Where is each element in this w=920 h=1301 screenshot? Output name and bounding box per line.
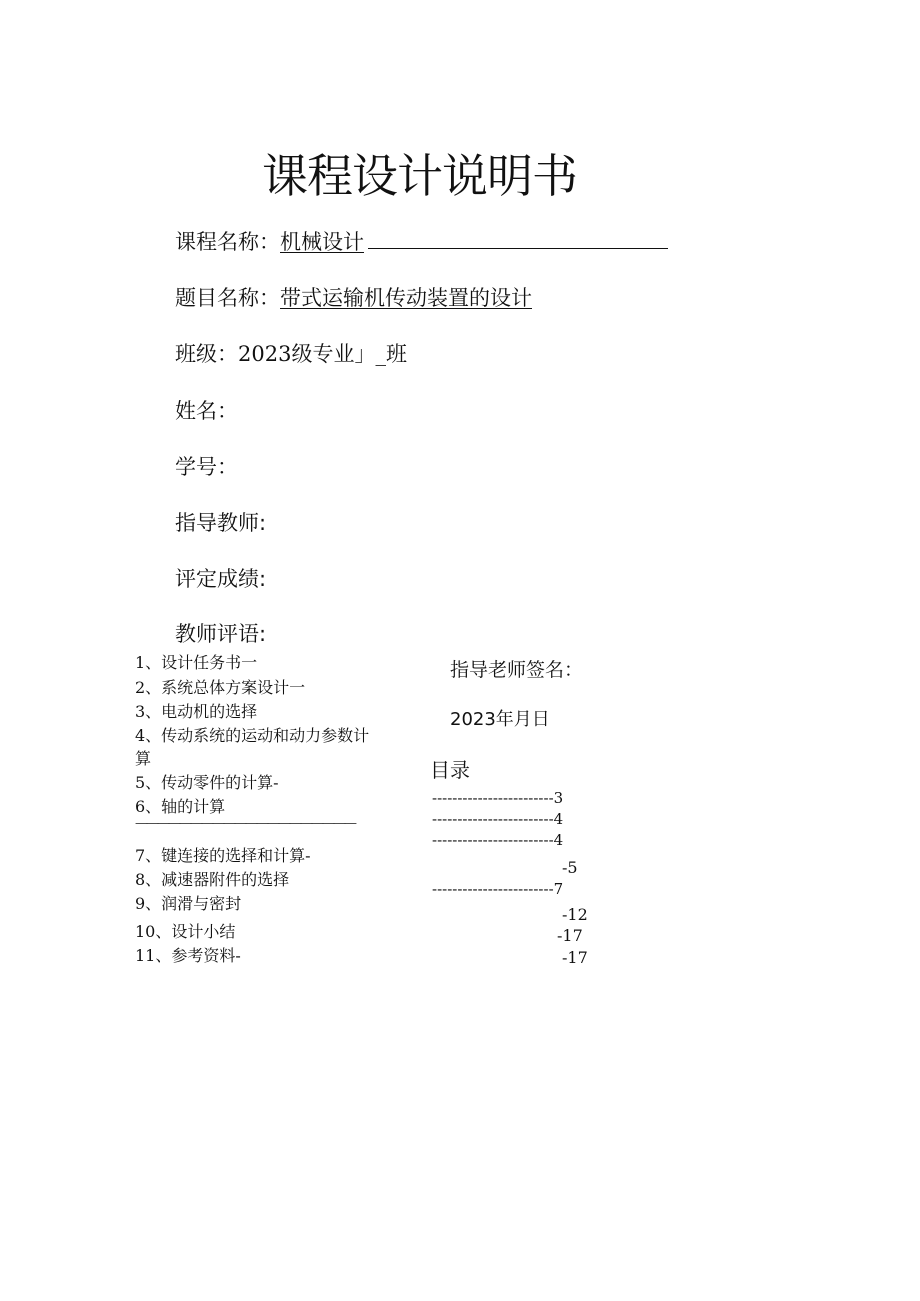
toc-page-number: -17 bbox=[557, 926, 583, 945]
toc-page-number: -12 bbox=[562, 905, 588, 924]
topic-name-row bbox=[175, 282, 532, 312]
toc-item: 5、传动零件的计算- bbox=[135, 773, 279, 792]
toc-item: 3、电动机的选择 bbox=[135, 702, 258, 721]
class-row bbox=[175, 338, 407, 368]
toc-item: 10、设计小结 bbox=[135, 922, 236, 941]
toc-item: 2、系统总体方案设计一 bbox=[135, 678, 306, 697]
toc-item: 9、润滑与密封 bbox=[135, 894, 242, 913]
student-id-label: 学号： bbox=[175, 455, 238, 479]
toc-item: 1、设计任务书一 bbox=[135, 653, 258, 672]
toc-heading: 目录 bbox=[430, 758, 470, 782]
toc-page-number: -5 bbox=[562, 858, 578, 877]
toc-leader: ------------------------4 bbox=[432, 810, 564, 828]
course-name-value: 机械设计 bbox=[280, 230, 364, 254]
toc-page-number: -17 bbox=[562, 948, 588, 967]
toc-leader: ------------------------4 bbox=[432, 831, 564, 849]
course-name-underline bbox=[368, 230, 668, 249]
toc-leader: ------------------------3 bbox=[432, 789, 564, 807]
course-name-row bbox=[175, 226, 668, 256]
student-name-label: 姓名： bbox=[175, 399, 238, 423]
toc-item: 4、传动系统的运动和动力参数计 bbox=[135, 726, 370, 745]
course-name-label: 课程名称： bbox=[175, 230, 280, 254]
signature-date: 2023年月日 bbox=[450, 709, 550, 730]
toc-item: 11、参考资料- bbox=[135, 946, 241, 965]
teacher-comment-label: 教师评语: bbox=[175, 622, 267, 646]
class-label: 班级： bbox=[175, 342, 238, 366]
toc-item: 6、轴的计算 bbox=[135, 797, 226, 816]
toc-item: 算 bbox=[135, 749, 152, 768]
advisor-signature-label: 指导老师签名： bbox=[450, 659, 584, 681]
advisor-label: 指导教师: bbox=[175, 511, 267, 535]
toc-leader: ------------------------7 bbox=[432, 880, 564, 898]
toc-item: 7、键连接的选择和计算- bbox=[135, 846, 311, 865]
topic-name-label: 题目名称： bbox=[175, 286, 280, 310]
grade-label: 评定成绩: bbox=[175, 567, 267, 591]
toc-dash-line: ———————————————————— bbox=[135, 816, 355, 831]
topic-name-value: 带式运输机传动装置的设计 bbox=[280, 286, 532, 310]
class-value: 2023级专业」_班 bbox=[238, 342, 407, 366]
document-title: 课程设计说明书 bbox=[262, 149, 577, 203]
toc-item: 8、减速器附件的选择 bbox=[135, 870, 290, 889]
